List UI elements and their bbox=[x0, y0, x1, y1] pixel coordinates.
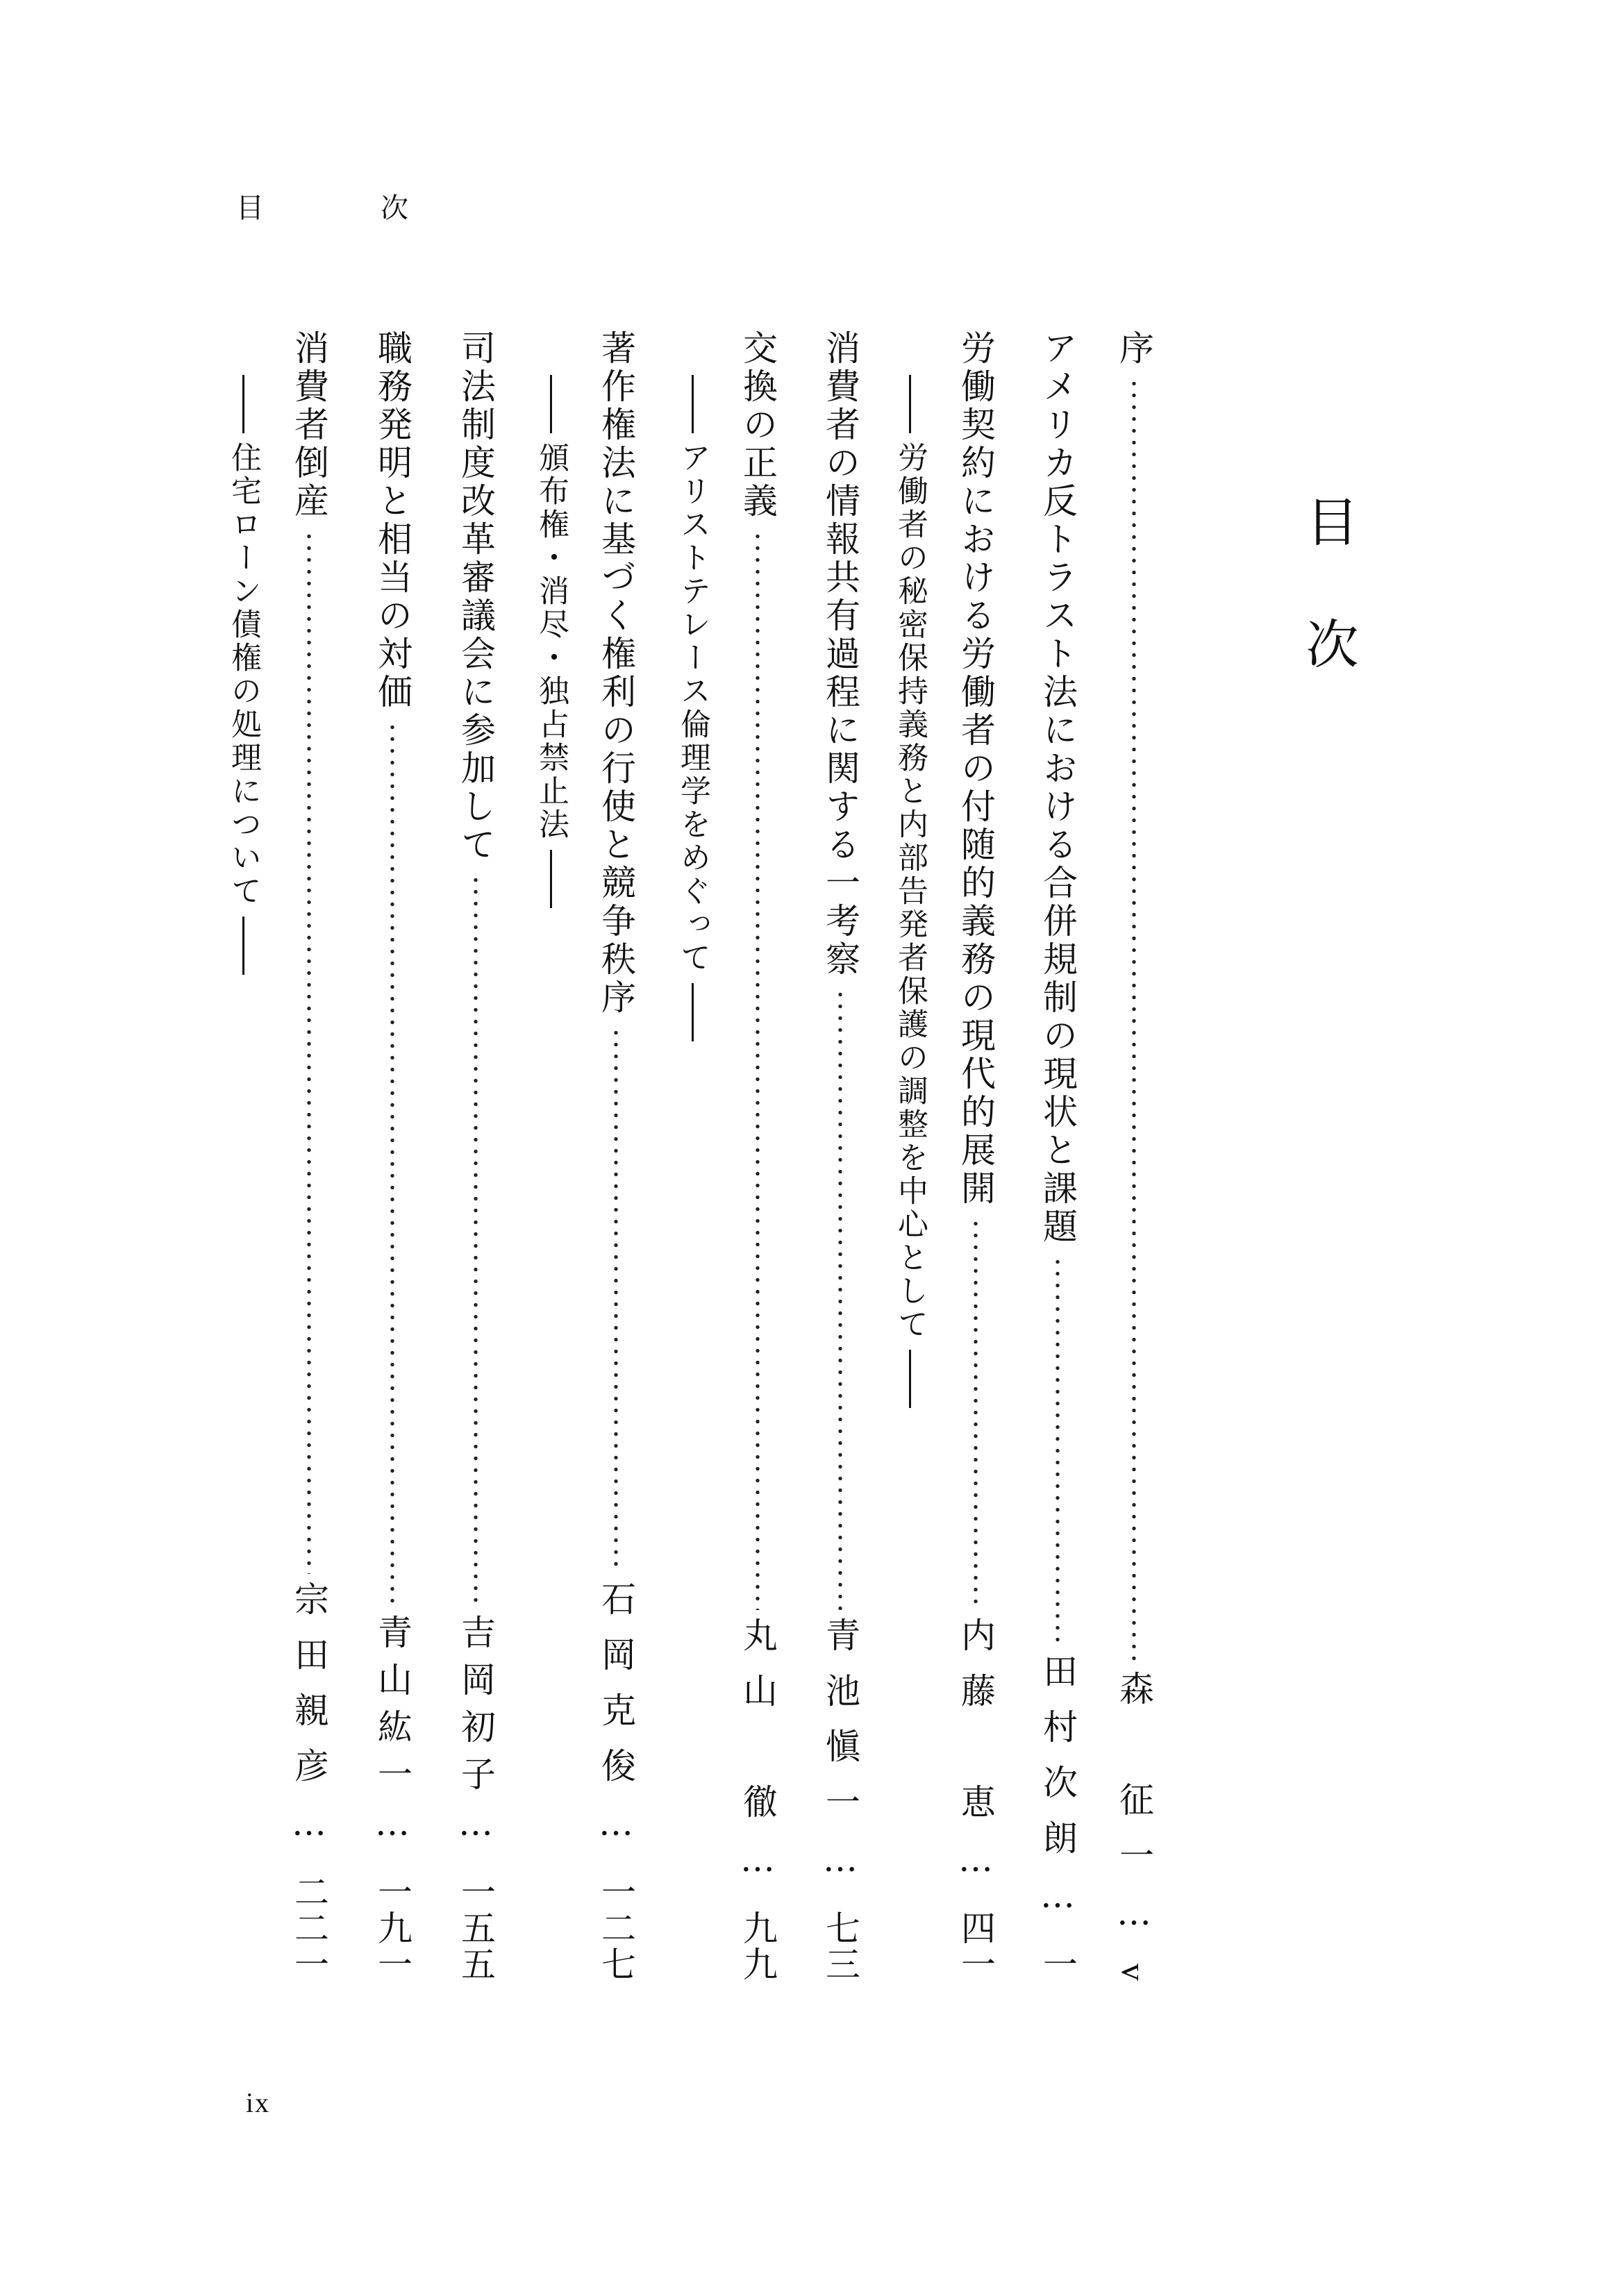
toc-entry-page: 一二七 bbox=[596, 1874, 636, 1982]
toc-entry-title: 司法制度改革審議会に参加して bbox=[456, 330, 496, 864]
em-dash bbox=[909, 375, 911, 433]
subtitle-text: 頒布権・消尽・独占禁止法 bbox=[533, 442, 569, 841]
toc-entry-author: 丸山 徹 bbox=[737, 1617, 778, 1839]
toc-entry-subtitle bbox=[530, 375, 572, 908]
em-dash bbox=[909, 1350, 911, 1408]
toc-entry-author: 内藤 恵 bbox=[956, 1617, 996, 1839]
toc-entry-page: 九九 bbox=[737, 1910, 778, 1982]
running-head: 目 次 bbox=[236, 192, 453, 224]
tail-dots: … bbox=[1037, 1875, 1078, 1928]
tail-dots: … bbox=[456, 1803, 496, 1856]
page-title: 目次 bbox=[1297, 494, 1359, 739]
toc-entry-author: 宗田親彦 bbox=[289, 1581, 329, 1803]
toc-entry-author: 田村次朗 bbox=[1037, 1653, 1078, 1875]
toc-entry-subtitle bbox=[222, 375, 264, 975]
toc-entry-page: 七三 bbox=[820, 1910, 860, 1982]
em-dash bbox=[242, 916, 244, 975]
toc-entry-title: 消費者倒産 bbox=[289, 330, 329, 521]
toc-entry-justice-of-exchange[interactable] bbox=[733, 330, 782, 1982]
toc-entry-title: アメリカ反トラスト法における合併規制の現状と課題 bbox=[1037, 330, 1078, 1246]
tail-dots: … bbox=[372, 1803, 412, 1856]
em-dash bbox=[242, 375, 244, 433]
dot-leader bbox=[474, 874, 478, 1607]
toc-entry-antitrust[interactable] bbox=[1033, 330, 1082, 1982]
dot-leader bbox=[974, 1218, 978, 1610]
em-dash bbox=[550, 375, 552, 433]
toc-entry-employee-invention[interactable] bbox=[368, 330, 417, 1982]
toc-entry-judicial-reform[interactable] bbox=[451, 330, 500, 1982]
toc-entry-title: 著作権法に基づく権利の行使と競争秩序 bbox=[596, 330, 636, 1017]
toc-entry-preface[interactable] bbox=[1110, 330, 1158, 1982]
toc-entry-consumer-information[interactable] bbox=[816, 330, 865, 1982]
toc-entry-page: 四一 bbox=[956, 1910, 996, 1982]
dot-leader bbox=[307, 530, 311, 1574]
tail-dots: … bbox=[820, 1839, 860, 1892]
toc-entry-subtitle bbox=[889, 375, 931, 1408]
subtitle-text: 労働者の秘密保持義務と内部告発者保護の調整を中心として bbox=[892, 442, 928, 1341]
toc-entry-page: 一 bbox=[1037, 1946, 1078, 1982]
toc-entry-page: 一五五 bbox=[456, 1874, 496, 1982]
tail-dots: … bbox=[737, 1839, 778, 1892]
tail-dots: … bbox=[596, 1803, 636, 1856]
dot-leader bbox=[756, 530, 760, 1610]
dot-leader bbox=[390, 721, 394, 1607]
toc-entry-page: v bbox=[1115, 1963, 1153, 1982]
toc-entry-title: 序 bbox=[1114, 330, 1154, 368]
em-dash bbox=[692, 375, 694, 433]
toc-entry-author: 森 征一 bbox=[1114, 1670, 1154, 1893]
subtitle-text: 住宅ローン債権の処理について bbox=[226, 442, 261, 908]
toc-entry-page: 一九一 bbox=[372, 1874, 412, 1982]
toc-entry-labor-contract[interactable] bbox=[951, 330, 1000, 1982]
toc-entry-page: 二二一 bbox=[289, 1874, 329, 1982]
toc-entry-author: 青山紘一 bbox=[372, 1614, 412, 1803]
toc-entry-copyright[interactable] bbox=[592, 330, 640, 1982]
toc-entry-consumer-bankruptcy[interactable] bbox=[285, 330, 333, 1982]
em-dash bbox=[692, 983, 694, 1041]
em-dash bbox=[550, 850, 552, 908]
subtitle-text: アリストテレース倫理学をめぐって bbox=[675, 442, 710, 975]
dot-leader bbox=[1056, 1256, 1060, 1646]
dot-leader bbox=[614, 1027, 618, 1574]
toc-entry-subtitle bbox=[672, 375, 713, 1041]
toc-entry-title: 消費者の情報共有過程に関する一考察 bbox=[820, 330, 860, 979]
toc-entry-author: 吉岡初子 bbox=[456, 1614, 496, 1803]
tail-dots: … bbox=[289, 1803, 329, 1856]
toc-entry-title: 労働契約における労働者の付随的義務の現代的展開 bbox=[956, 330, 996, 1208]
dot-leader bbox=[838, 989, 842, 1610]
toc-entry-title: 職務発明と相当の対価 bbox=[372, 330, 412, 712]
page-number: ix bbox=[246, 2087, 271, 2118]
toc-entry-title: 交換の正義 bbox=[737, 330, 778, 521]
tail-dots: … bbox=[1114, 1893, 1154, 1945]
tail-dots: … bbox=[956, 1839, 996, 1892]
toc-entry-author: 青池愼一 bbox=[820, 1617, 860, 1839]
toc-entry-author: 石岡克俊 bbox=[596, 1581, 636, 1803]
dot-leader bbox=[1132, 378, 1136, 1664]
